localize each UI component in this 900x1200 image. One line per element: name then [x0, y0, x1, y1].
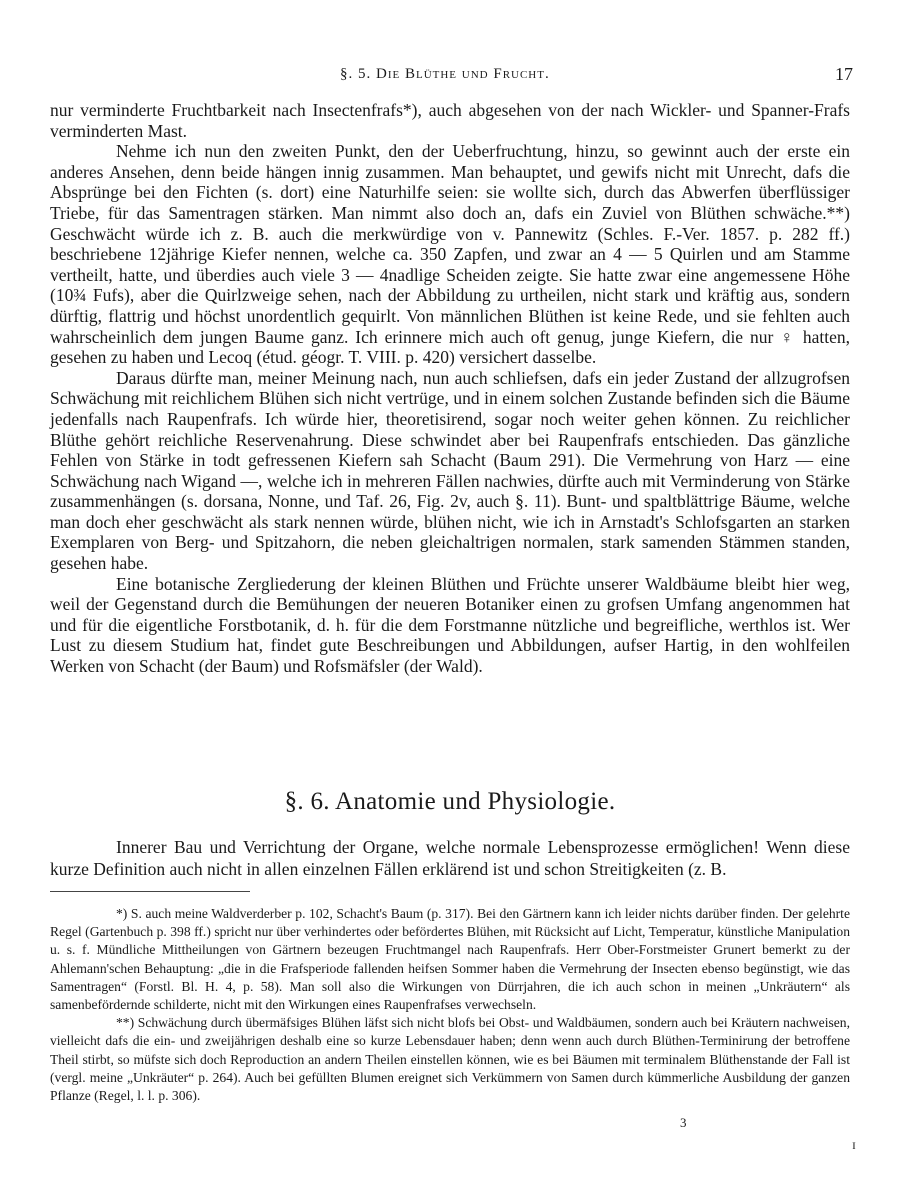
- running-header: [0, 62, 900, 86]
- footnote-2: **) Schwächung durch übermäfsiges Blühen läfst sich nicht blofs bei Obst- und Waldbäumen, sondern auch bei Kräutern nachweisen, vielleicht dafs die ein- und zweijährigen deshalb eine so kurze Lebensdauer haben; denn wenn auch durch Blüthen-Terminirung der betroffene Theil stirbt, so müfste sich doch Reproduction an andern Theilen einstellen können, wie es bei Bäumen mit terminalem Blüthenstande der Fall ist (vergl. meine „Unkräuter“ p. 264). Auch bei gefüllten Blumen ereignet sich Verkümmern von Samen durch kümmerliche Ausbildung der ganzen Pflanze (Regel, l. l. p. 306).: [50, 1015, 850, 1104]
- main-text: [50, 100, 850, 677]
- running-header-section: §. 5. Die Blüthe und Frucht.: [340, 66, 550, 82]
- page-number: 17: [835, 64, 853, 84]
- section-text: [50, 836, 850, 880]
- footnote-1: *) S. auch meine Waldverderber p. 102, Schacht's Baum (p. 317). Bei den Gärtnern kann ich leider nichts darüber finden. Der gelehrte Regel (Gartenbuch p. 398 ff.) spricht nur über verhindertes oder befördertes Blühen, mit Rücksicht auf Licht, Temperatur, künstliche Manipulation u. s. f. Mündliche Mittheilungen von Gärtnern bezeugen Fruchtmangel nach Raupenfrafs. Herr Ober-Forstmeister Grunert bemerkt zu der Ahlemann'schen Behauptung: „die in die Frafsperiode fallenden heifsen Sommer haben die Vermehrung der Insecten ebenso begünstigt, wie das Samentragen“ (Forstl. Bl. H. 4, p. 58). Man soll also die Wirkungen von Dürrjahren, die ich auch schon in meinen „Unkräutern“ als samenbefördernde schilderte, nicht mit den Wirkungen eines Raupenfrafses verwechseln.: [50, 906, 850, 1013]
- footnote-rule: [50, 891, 250, 892]
- paragraph-schwaechung: Daraus dürfte man, meiner Meinung nach, nun auch schliefsen, dafs ein jeder Zustand der allzugrofsen Schwächung mit reichlichem Blühen sich nicht vertrüge, und in einem solchen Zustande befinden sich die Bäume jedenfalls nach Raupenfrafs. Ich würde hier, theoretisirend, sogar noch weiter gehen können. Zu reichlicher Blüthe gehört reichliche Reservenahrung. Diese schwindet aber bei Raupenfrafs entschieden. Das gänzliche Fehlen von Stärke in todt gefressenen Kiefern sah Schacht (Baum 291). Die Vermehrung von Harz — eine Schwächung nach Wigand —, welche ich in mehreren Fällen nachwies, dürfte auch mit Verminderung von Stärke zusammenhängen (s. dorsana, Nonne, und Taf. 26, Fig. 2v, auch §. 11). Bunt- und spaltblättrige Bäume, welche man doch eher geschwächt als stark nennen würde, blühen nicht, wie ich in Arnstadt's Schlofsgarten an starken Exemplaren von Berg- und Spitzahorn, die neben gleichaltrigen normalen, stark samenden Stämmen standen, gesehen habe.: [50, 367, 850, 574]
- footnotes: [50, 905, 850, 1105]
- stray-mark: ɪ: [852, 1138, 856, 1153]
- paragraph-zergliederung: Eine botanische Zergliederung der kleinen Blüthen und Früchte unserer Waldbäume bleibt hier weg, weil der Gegenstand durch die Bemühungen der neueren Botaniker einen zu grofsen Umfang angenommen hat und für die eigentliche Forstbotanik, d. h. für die dem Forstmanne nützliche und begreifliche, werthlos ist. Wer Lust zu diesem Studium hat, findet gute Beschreibungen und Abbildungen, aufser Hartig, in den wohlfeilen Werken von Schacht (der Baum) und Rofsmäfsler (der Wald).: [50, 573, 850, 677]
- section-heading: §. 6. Anatomie und Physiologie.: [284, 788, 616, 815]
- signature-mark: 3: [680, 1115, 687, 1130]
- paragraph-continuation: nur verminderte Fruchtbarkeit nach Insectenfrafs*), auch abgesehen von der nach Wickler- und Spanner-Frafs verminderten Mast.: [50, 100, 850, 141]
- paragraph-ueberfruchtung: Nehme ich nun den zweiten Punkt, den der Ueberfruchtung, hinzu, so gewinnt auch der erste ein anderes Ansehen, denn beide hängen innig zusammen. Man behauptet, und gewifs nicht mit Unrecht, dafs die Absprünge bei den Fichten (s. dort) eine Naturhilfe seien: sie wollte sich, durch das Abwerfen überflüssiger Triebe, für das Samentragen stärken. Man nimmt also doch an, dafs ein Zuviel von Blüthen schwäche.**) Geschwächt würde ich z. B. auch die merkwürdige von v. Pannewitz (Schles. F.-Ver. 1857. p. 282 ff.) beschriebene 12jährige Kiefer nennen, welche ca. 350 Zapfen, und zwar an 4 — 5 Quirlen und am Stamme vertheilt, hatte, und überdies auch viele 3 — 4nadlige Scheiden zeigte. Sie hatte zwar eine angemessene Höhe (10¾ Fufs), aber die Quirlzweige sehen, nach der Abbildung zu urtheilen, nicht stark und kräftig aus, sondern dürftig, flattrig und höchst unordentlich gequirlt. Von männlichen Blüthen ist keine Rede, und sie fehlten auch wahrscheinlich dem jungen Baume ganz. Ich erinnere mich auch oft genug, junge Kiefern, die nur ♀ hatten, gesehen zu haben und Lecoq (étud. géogr. T. VIII. p. 420) versichert dasselbe.: [50, 141, 850, 368]
- paragraph-anatomie-intro: Innerer Bau und Verrichtung der Organe, welche normale Lebensprozesse ermöglichen! Wenn diese kurze Definition auch nicht in allen einzelnen Fällen erklärend ist und schon Streitigkeiten (z. B.: [50, 837, 850, 879]
